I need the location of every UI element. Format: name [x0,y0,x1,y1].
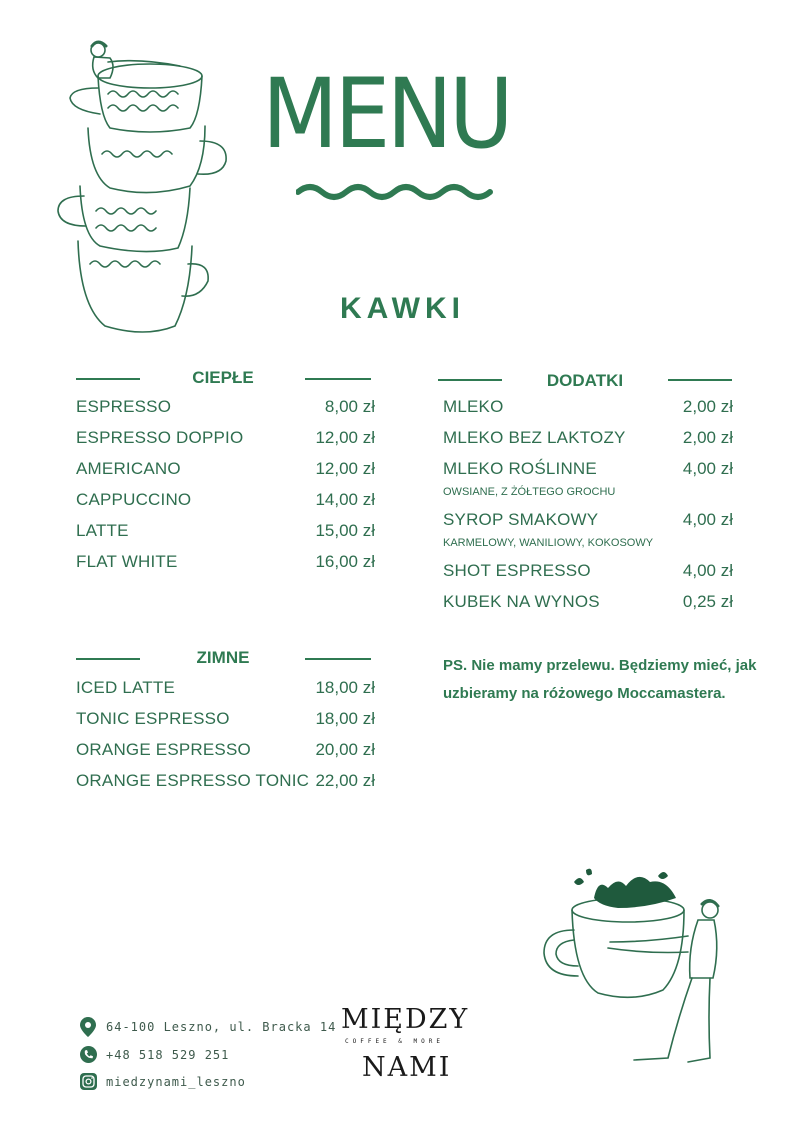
menu-item: LATTE [76,521,129,540]
menu-item: ORANGE ESPRESSO [76,740,251,759]
menu-price: 18,00 zł [315,709,375,728]
divider [76,378,140,380]
menu-price: 2,00 zł [682,397,733,416]
ps-note: PS. Nie mamy przelewu. Będziemy mieć, jak uzbieramy na różowego Moccamastera. [443,657,757,702]
menu-price: 4,00 zł [682,510,733,529]
divider [668,379,732,381]
menu-price: 22,00 zł [315,771,375,790]
menu-price: 12,00 zł [315,428,375,447]
menu-item: MLEKO BEZ LAKTOZY [443,428,626,447]
menu-price: 20,00 zł [315,740,375,759]
menu-item: TONIC ESPRESSO [76,709,230,728]
divider [305,378,371,380]
wave-divider [296,180,498,204]
menu-item: CAPPUCCINO [76,490,192,509]
menu-price: 16,00 zł [315,552,375,571]
menu-item: ORANGE ESPRESSO TONIC [76,771,310,790]
instagram-icon [80,1073,97,1090]
extras-heading: DODATKI [546,371,624,390]
contact-phone: +48 518 529 251 [106,1048,230,1062]
hot-heading: CIEPŁE [192,368,254,387]
page-title: MENU [262,58,510,170]
menu-price: 4,00 zł [682,459,733,478]
menu-price: 18,00 zł [315,678,375,697]
menu-item-note: KARMELOWY, WANILIOWY, KOKOSOWY [443,537,654,549]
divider [305,658,371,660]
location-pin-icon [80,1017,96,1037]
menu-item: ESPRESSO DOPPIO [76,428,244,447]
menu-item-note: OWSIANE, Z ŻÓŁTEGO GROCHU [443,486,616,498]
menu-price: 15,00 zł [315,521,375,540]
menu-item: KUBEK NA WYNOS [443,592,600,611]
stacked-cups-illustration [50,36,235,336]
person-carrying-cup-illustration [538,868,723,1073]
logo-tagline: COFFEE & MORE [345,1038,444,1045]
divider [438,379,502,381]
section-subtitle: KAWKI [340,292,465,325]
contact-instagram: miedzynami_leszno [106,1075,246,1089]
menu-price: 0,25 zł [682,592,733,611]
logo-line1: MIĘDZY [341,1004,470,1035]
menu-price: 14,00 zł [315,490,375,509]
menu-item: FLAT WHITE [76,552,178,571]
menu-item: MLEKO ROŚLINNE [443,459,597,478]
phone-icon [80,1046,97,1063]
menu-item: AMERICANO [76,459,181,478]
menu-price: 8,00 zł [324,397,375,416]
menu-item: ESPRESSO [76,397,172,416]
divider [76,658,140,660]
menu-item: SHOT ESPRESSO [443,561,591,580]
menu-item: ICED LATTE [76,678,175,697]
menu-price: 12,00 zł [315,459,375,478]
cold-heading: ZIMNE [196,648,250,667]
menu-price: 2,00 zł [682,428,733,447]
menu-item: SYROP SMAKOWY [443,510,599,529]
menu-item: MLEKO [443,397,504,416]
logo-line2: NAMI [362,1052,452,1083]
menu-price: 4,00 zł [682,561,733,580]
contact-address: 64-100 Leszno, ul. Bracka 14 [106,1020,337,1034]
